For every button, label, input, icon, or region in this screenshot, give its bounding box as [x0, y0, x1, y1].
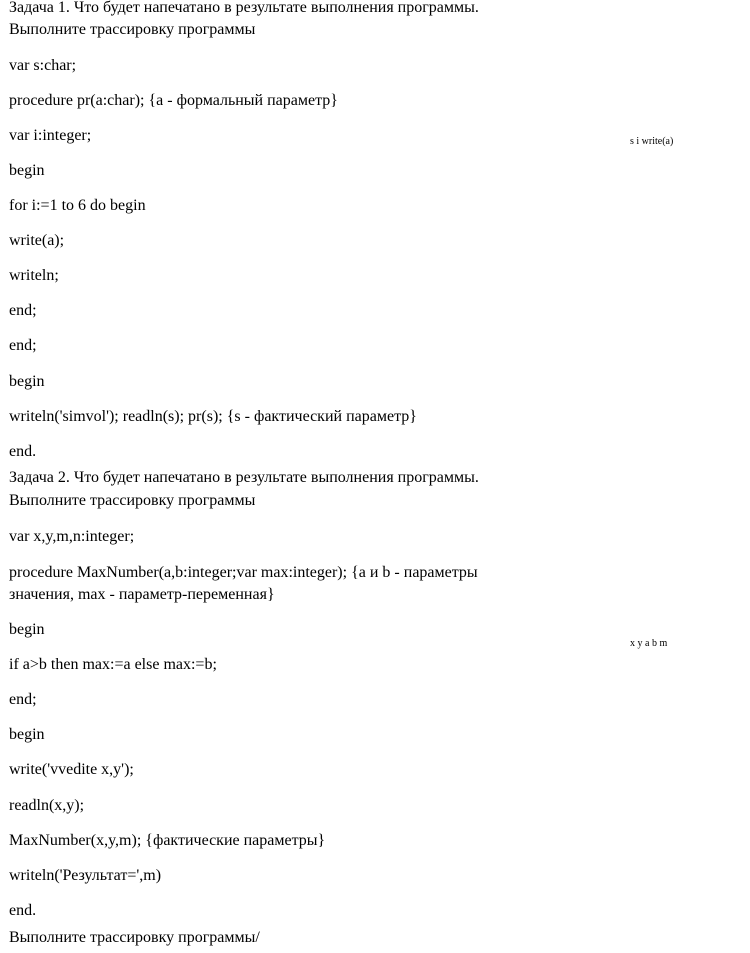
code-line: end. — [9, 443, 37, 460]
code-line: значения, max - параметр-переменная} — [9, 586, 275, 603]
task2-title-line1: Задача 2. Что будет напечатано в результате выполнения программы. — [9, 469, 479, 486]
code-line: readln(x,y); — [9, 797, 85, 814]
code-line: var i:integer; — [9, 127, 92, 144]
code-line: procedure MaxNumber(a,b:integer;var max:integer); {a и b - параметры — [9, 564, 478, 581]
code-line: begin — [9, 726, 45, 743]
code-line: writeln('simvol'); readln(s); pr(s); {s - фактический параметр} — [9, 408, 417, 425]
code-line: begin — [9, 373, 45, 390]
code-line: if a>b then max:=a else max:=b; — [9, 656, 217, 673]
task2-trace-header: x y a b m — [630, 638, 668, 649]
code-line: end; — [9, 302, 37, 319]
code-line: write('vvedite x,y'); — [9, 761, 134, 778]
code-line: MaxNumber(x,y,m); {фактические параметры} — [9, 832, 326, 849]
code-line: end; — [9, 337, 37, 354]
code-line: for i:=1 to 6 do begin — [9, 197, 146, 214]
task1-title-line1: Задача 1. Что будет напечатано в результате выполнения программы. — [9, 0, 479, 16]
code-line: end. — [9, 902, 37, 919]
code-line: var x,y,m,n:integer; — [9, 528, 135, 545]
code-line: procedure pr(a:char); {a - формальный параметр} — [9, 92, 338, 109]
code-line: begin — [9, 162, 45, 179]
task1-title-line2: Выполните трассировку программы — [9, 21, 256, 38]
code-line: writeln; — [9, 267, 59, 284]
code-line: begin — [9, 621, 45, 638]
code-line: var s:char; — [9, 57, 77, 74]
footer-text: Выполните трассировку программы/ — [9, 929, 260, 946]
task1-trace-header: s i write(a) — [630, 136, 674, 147]
code-line: end; — [9, 691, 37, 708]
code-line: writeln('Результат=',m) — [9, 867, 162, 884]
code-line: write(a); — [9, 232, 65, 249]
task2-title-line2: Выполните трассировку программы — [9, 492, 256, 509]
